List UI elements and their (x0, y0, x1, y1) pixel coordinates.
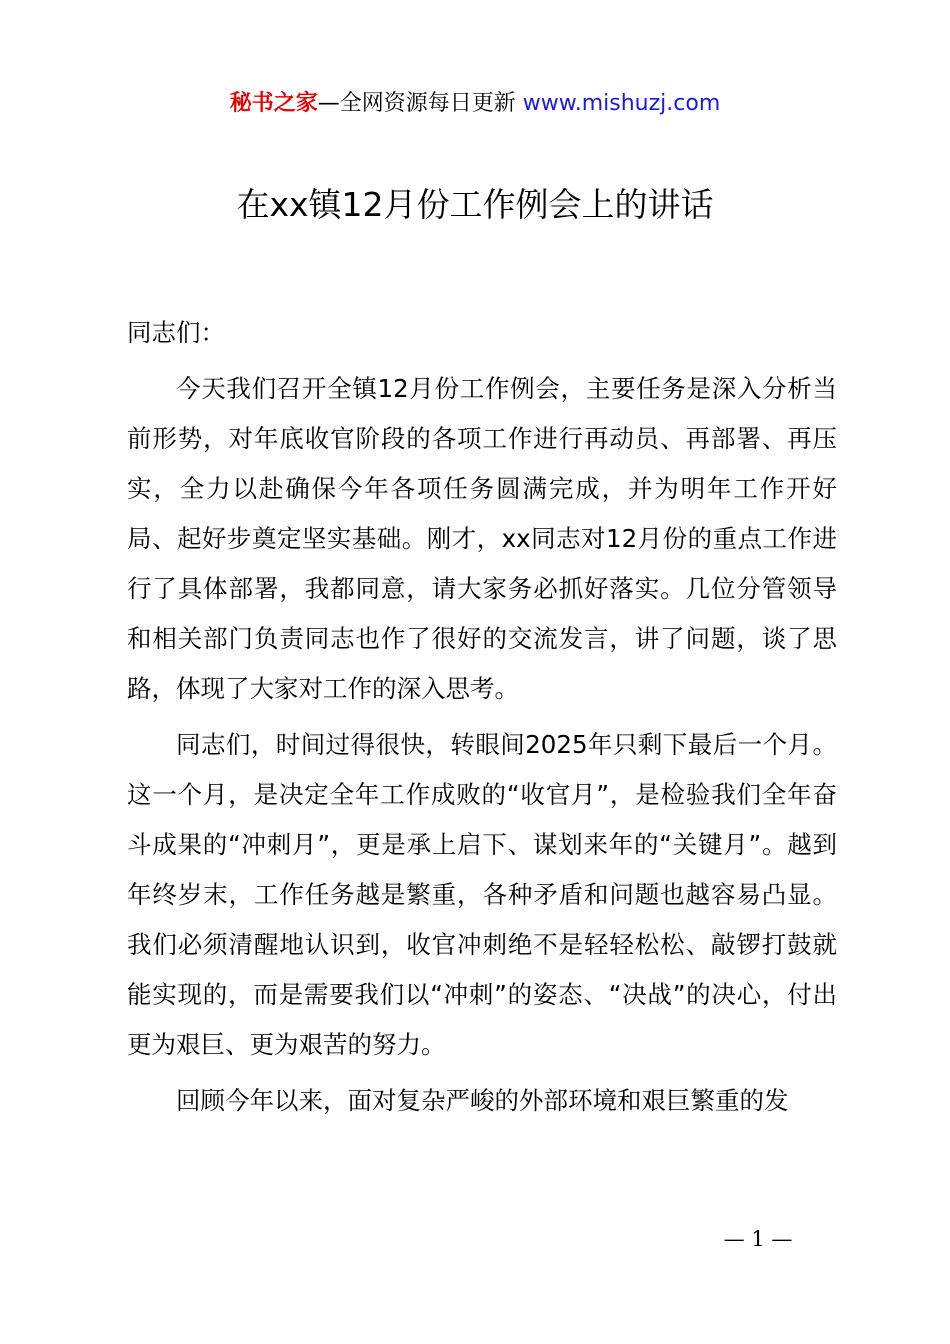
paragraph-1: 今天我们召开全镇12月份工作例会，主要任务是深入分析当前形势，对年底收官阶段的各项工作进行再动员、再部署、再压实，全力以赴确保今年各项任务圆满完成，并为明年工作开好局、起好步奠定坚实基础。刚才，xx同志对12月份的重点工作进行了具体部署，我都同意，请大家务必抓好落实。几位分管领导和相关部门负责同志也作了很好的交流发言，讲了问题，谈了思路，体现了大家对工作的深入思考。 (127, 374, 837, 703)
site-header (0, 86, 950, 122)
salutation: 同志们： (127, 318, 225, 347)
page-number: — 1 — (723, 1227, 793, 1251)
site-url-link[interactable]: www.mishuzj.com (522, 91, 721, 116)
document-body (127, 308, 837, 1126)
document-title: 在xx镇12月份工作例会上的讲话 (236, 185, 714, 224)
site-slogan: —全网资源每日更新 (317, 91, 523, 116)
paragraph-2: 同志们，时间过得很快，转眼间2025年只剩下最后一个月。这一个月，是决定全年工作成败的“收官月”，是检验我们全年奋斗成果的“冲刺月”，更是承上启下、谋划来年的“关键月”。越到年终岁末，工作任务越是繁重，各种矛盾和问题也越容易凸显。我们必须清醒地认识到，收官冲刺绝不是轻轻松松、敲锣打鼓就能实现的，而是需要我们以“冲刺”的姿态、“决战”的决心，付出更为艰巨、更为艰苦的努力。 (127, 730, 837, 1059)
site-brand: 秘书之家 (229, 91, 318, 116)
paragraph-3: 回顾今年以来，面对复杂严峻的外部环境和艰巨繁重的发 (176, 1086, 789, 1115)
